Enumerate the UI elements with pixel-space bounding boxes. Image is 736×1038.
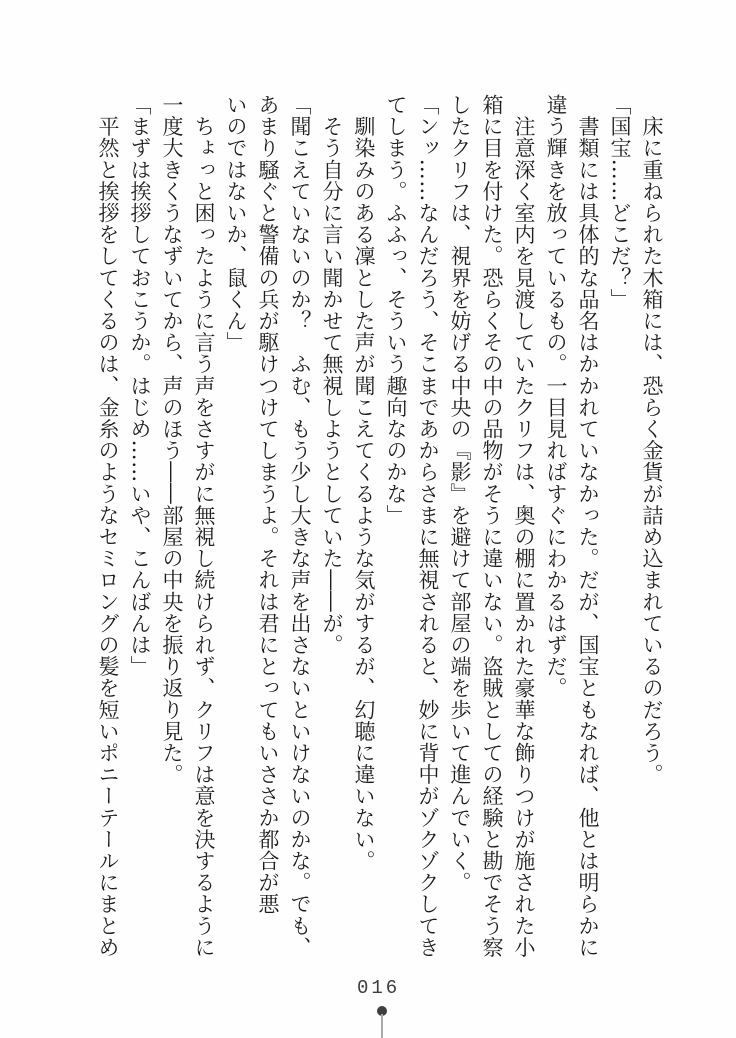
text-line: てしまう。ふふっ、そういう趣向なのかな」 [384, 94, 408, 526]
text-line: 「まずは挨拶しておこうか。はじめ……いや、こんばんは」 [128, 94, 152, 678]
text-line: 箱に目を付けた。恐らくその中の品物がそうに違いない。盗賊としての経験と勘でそう察 [480, 94, 504, 958]
text-line: あまり騒ぐと警備の兵が駆けつけてしまうよ。それは君にとってもいささか都合が悪 [256, 94, 280, 915]
text-line: 「ンッ……なんだろう、そこまであからさまに無視されると、妙に背中がゾクゾクしてき [416, 94, 440, 958]
text-line: いのではないか、鼠くん」 [224, 94, 248, 354]
text-line: 床に重ねられた木箱には、恐らく金貨が詰め込まれているのだろう。 [640, 94, 664, 786]
text-line: ちょっと困ったように言う声をさすがに無視し続けられず、クリフは意を決するように [192, 94, 216, 958]
text-line: 「聞こえていないのか？ ふむ、もう少し大きな声を出さないといけないのかな。でも、 [288, 94, 312, 958]
page-number: 016 [357, 977, 401, 999]
text-line: 注意深く室内を見渡していたクリフは、奥の棚に置かれた豪華な飾りつけが施された小 [512, 94, 536, 958]
text-line: 一度大きくうなずいてから、声のほう――部屋の中央を振り返り見た。 [160, 94, 184, 786]
binding-mark-stem [381, 1014, 383, 1038]
text-line: 書類には具体的な品名はかかれていなかった。だが、国宝ともなれば、他とは明らかに [576, 94, 600, 958]
text-line: 馴染みのある凜とした声が聞こえてくるような気がするが、幻聴に違いない。 [352, 94, 376, 872]
text-line: 「国宝……どこだ？」 [608, 94, 632, 310]
text-line: そう自分に言い聞かせて無視しようとしていた――が。 [320, 94, 344, 656]
text-line: 違う輝きを放っているもの。一目見ればすぐにわかるはずだ。 [544, 94, 568, 699]
text-line: したクリフは、視界を妨げる中央の『影』を避けて部屋の端を歩いて進んでいく。 [448, 94, 472, 894]
text-block [92, 94, 668, 968]
text-line: 平然と挨拶をしてくるのは、金糸のようなセミロングの髪を短いポニーテールにまとめ [96, 94, 120, 958]
